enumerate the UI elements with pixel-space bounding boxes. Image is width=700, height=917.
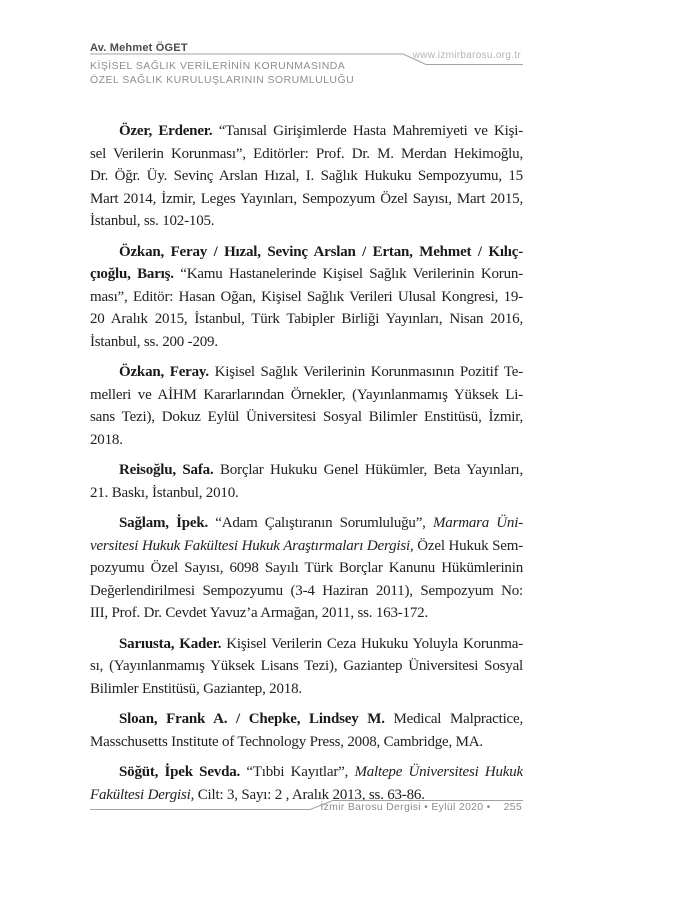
footer-page-number: 255 bbox=[503, 801, 522, 813]
running-title-line1: KİŞİSEL SAĞLIK VERİLERİNİN KORUNMASINDA bbox=[90, 60, 346, 72]
bibliography-entry bbox=[90, 241, 523, 354]
entry-line bbox=[90, 120, 523, 143]
entry-text: 20 Aralık 2015, İstanbul, Türk Tabipler Birliği Yayınları, Nisan 2016, bbox=[90, 311, 523, 327]
bibliography-entry bbox=[90, 708, 523, 753]
entry-line bbox=[90, 406, 523, 429]
entry-author: çıoğlu, Barış. bbox=[90, 266, 174, 282]
entry-line bbox=[90, 708, 523, 731]
entry-line bbox=[90, 165, 523, 188]
entry-text: 21. Baskı, İstanbul, 2010. bbox=[90, 484, 239, 501]
entry-author: Özkan, Feray. bbox=[119, 364, 209, 380]
entry-author: Reisoğlu, Safa. bbox=[119, 462, 214, 478]
entry-text: Kişisel Verilerin Ceza Hukuku Yoluyla Korunma- bbox=[221, 635, 523, 652]
entry-author: Özer, Erdener. bbox=[119, 123, 213, 139]
header-running-title bbox=[90, 60, 354, 87]
entry-line bbox=[90, 678, 523, 701]
entry-line bbox=[90, 459, 523, 482]
bibliography-entry bbox=[90, 361, 523, 451]
entry-text: “Adam Çalıştıranın Sorumluluğu”, bbox=[208, 515, 433, 531]
entry-journal-title: Maltepe Üniversitesi Hukuk bbox=[354, 764, 523, 780]
entry-text: Masschusetts Institute of Technology Press, 2008, Cambridge, MA. bbox=[90, 733, 483, 750]
entry-line bbox=[90, 535, 523, 558]
entry-line bbox=[90, 286, 523, 309]
entry-line bbox=[90, 655, 523, 678]
entry-author: Sloan, Frank A. / Chepke, Lindsey M. bbox=[119, 711, 385, 727]
entry-journal-title: Marmara Üni- bbox=[432, 515, 523, 531]
entry-line bbox=[90, 210, 523, 233]
entry-line bbox=[90, 429, 523, 452]
entry-line bbox=[90, 580, 523, 603]
entry-text: sel Verilerin Korunması”, Editörler: Prof. Dr. M. Merdan Hekimoğlu, bbox=[90, 145, 523, 162]
entry-line bbox=[90, 384, 523, 407]
bibliography-entry bbox=[90, 512, 523, 625]
bibliography-entry bbox=[90, 459, 523, 504]
entry-text: melleri ve AİHM Kararlarından Örnekler, (Yayınlanmamış Yüksek Li- bbox=[90, 386, 523, 403]
entry-text: “Tıbbi Kayıtlar”, bbox=[240, 764, 355, 780]
entry-text: pozyumu Özel Sayısı, 6098 Sayılı Türk Borçlar Kanunu Hükümlerinin bbox=[90, 560, 523, 576]
entry-author: Özkan, Feray / Hızal, Sevinç Arslan / Ertan, Mehmet / Kılıç- bbox=[119, 243, 523, 260]
entry-line bbox=[90, 557, 523, 580]
entry-text: sı, (Yayınlanmamış Yüksek Lisans Tezi), Gaziantep Üniversitesi Sosyal bbox=[90, 658, 523, 674]
entry-line bbox=[90, 482, 523, 505]
entry-text: Bilimler Enstitüsü, Gaziantep, 2018. bbox=[90, 680, 302, 697]
entry-text: İstanbul, ss. 102-105. bbox=[90, 213, 215, 229]
entry-journal-title: versitesi Hukuk Fakültesi Hukuk Araştırmaları Dergisi, bbox=[90, 537, 414, 554]
entry-text: III, Prof. Dr. Cevdet Yavuz’a Armağan, 2011, ss. 163-172. bbox=[90, 605, 428, 621]
entry-line bbox=[90, 761, 523, 784]
entry-line bbox=[90, 308, 523, 331]
entry-author: Sağlam, İpek. bbox=[119, 515, 209, 531]
entry-text: Borçlar Hukuku Genel Hükümler, Beta Yayınları, bbox=[213, 462, 523, 478]
bibliography-entry bbox=[90, 120, 523, 233]
entry-line bbox=[90, 188, 523, 211]
entry-text: Cilt: 3, Sayı: 2 , Aralık 2013, ss. 63-86. bbox=[194, 786, 425, 803]
entry-line bbox=[90, 263, 523, 286]
header-author: Av. Mehmet ÖGET bbox=[90, 42, 188, 54]
bibliography bbox=[90, 120, 523, 814]
entry-line bbox=[90, 143, 523, 166]
entry-line bbox=[90, 602, 523, 625]
entry-text: “Kamu Hastanelerinde Kişisel Sağlık Verilerinin Korun- bbox=[173, 266, 523, 282]
entry-line bbox=[90, 241, 523, 264]
footer bbox=[320, 801, 522, 813]
entry-line bbox=[90, 512, 523, 535]
entry-text: Kişisel Sağlık Verilerinin Korunmasının Pozitif Te- bbox=[208, 364, 523, 380]
header-website: www.izmirbarosu.org.tr bbox=[412, 50, 521, 61]
entry-text: “Tanısal Girişimlerde Hasta Mahremiyeti ve Kişi- bbox=[212, 123, 523, 139]
entry-text: İstanbul, ss. 200 -209. bbox=[90, 333, 218, 350]
entry-author: Söğüt, İpek Sevda. bbox=[119, 764, 241, 780]
entry-text: sans Tezi), Dokuz Eylül Üniversitesi Sosyal Bilimler Enstitüsü, İzmir, bbox=[90, 409, 523, 425]
entry-line bbox=[90, 361, 523, 384]
entry-text: 2018. bbox=[90, 431, 123, 448]
entry-text: Özel Hukuk Sem- bbox=[413, 537, 523, 554]
entry-text: Değerlendirilmesi Sempozyumu (3-4 Haziran 2011), Sempozyum No: bbox=[90, 582, 523, 599]
entry-text: ması”, Editör: Hasan Oğan, Kişisel Sağlık Verileri Ulusal Kongresi, 19- bbox=[90, 288, 523, 305]
entry-text: Mart 2014, İzmir, Leges Yayınları, Sempozyum Özel Sayısı, Mart 2015, bbox=[90, 190, 523, 207]
entry-line bbox=[90, 633, 523, 656]
entry-line bbox=[90, 731, 523, 754]
entry-journal-title: Fakültesi Dergisi, bbox=[90, 786, 195, 803]
entry-author: Sarıusta, Kader. bbox=[119, 635, 222, 652]
bibliography-entry bbox=[90, 633, 523, 701]
footer-journal-info: İzmir Barosu Dergisi • Eylül 2020 • bbox=[320, 801, 491, 813]
running-title-line2: ÖZEL SAĞLIK KURULUŞLARININ SORUMLULUĞU bbox=[90, 73, 355, 86]
entry-text: Dr. Öğr. Üy. Sevinç Arslan Hızal, I. Sağlık Hukuku Sempozyumu, 15 bbox=[90, 168, 523, 184]
entry-line bbox=[90, 331, 523, 354]
entry-text: Medical Malpractice, bbox=[384, 711, 523, 727]
